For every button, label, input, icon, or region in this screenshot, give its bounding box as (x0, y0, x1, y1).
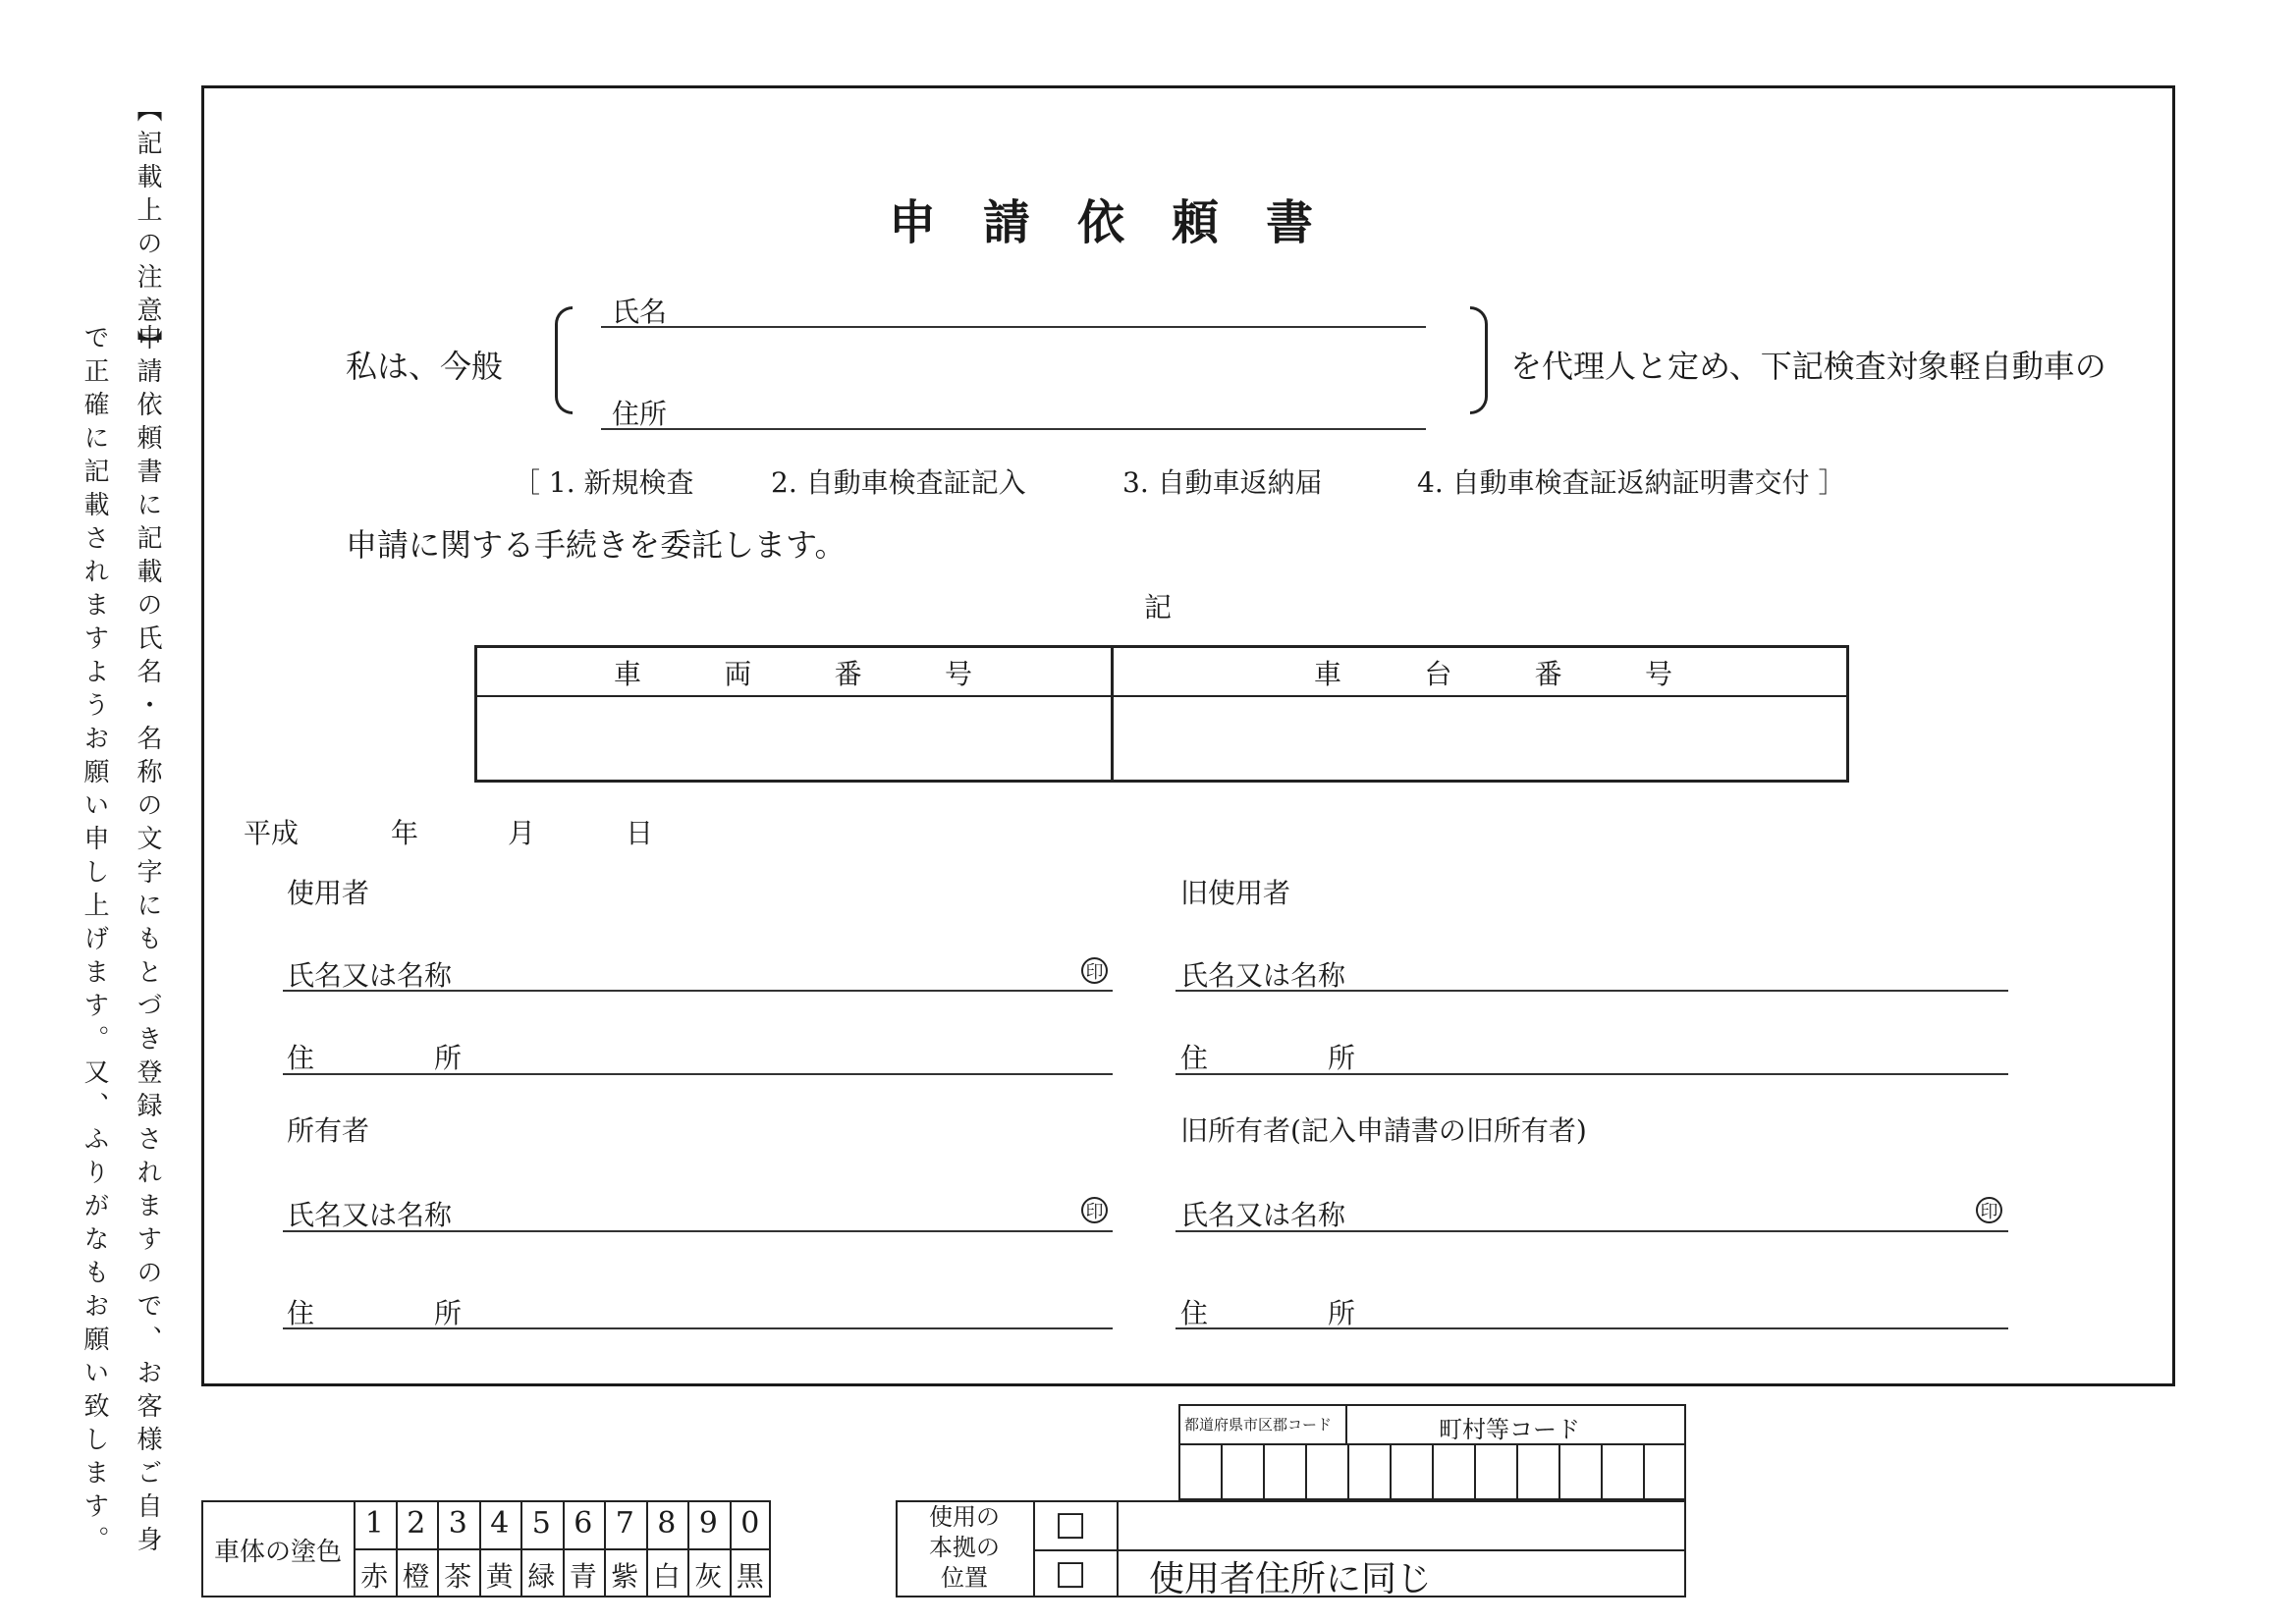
vehicle-table-header-line (474, 695, 1849, 697)
owner-name-label: 氏名又は名称 (287, 1199, 453, 1231)
color-number[interactable]: 3 (448, 1506, 467, 1541)
old-owner-address-label-2: 所 (1328, 1297, 1356, 1329)
old-user-name-label: 氏名又は名称 (1180, 959, 1346, 992)
old-owner-address-label-1: 住 (1180, 1297, 1209, 1329)
ch-char: 番 (1534, 658, 1562, 690)
color-name[interactable]: 茶 (444, 1560, 472, 1593)
notes-line1: 申請依頼書に記載の氏名・名称の文字にもとづき登録されますので、お客様ご自身 (133, 324, 162, 1559)
old-owner-name-label: 氏名又は名称 (1180, 1199, 1346, 1231)
chassis-number-header (1314, 653, 1672, 692)
ch-char: 号 (1644, 658, 1672, 690)
code-cell[interactable] (1307, 1445, 1346, 1498)
old-user-heading: 旧使用者 (1180, 877, 1291, 909)
ch-char: 台 (1424, 658, 1452, 690)
code-cell[interactable] (1223, 1445, 1262, 1498)
code-cell[interactable] (1392, 1445, 1431, 1498)
date-year: 年 (391, 817, 419, 849)
color-name[interactable]: 赤 (360, 1560, 389, 1593)
color-name[interactable]: 黒 (736, 1560, 764, 1593)
option-1: ［ 1. 新規検査 (513, 466, 694, 499)
color-number[interactable]: 8 (657, 1506, 677, 1541)
option-2: 2. 自動車検査証記入 (771, 466, 1026, 499)
code-cell[interactable] (1434, 1445, 1473, 1498)
notes-header: 【記載上の注意】 (133, 96, 162, 363)
color-number[interactable]: 2 (407, 1506, 426, 1541)
agent-address-field[interactable] (601, 428, 1426, 430)
location-label (896, 1502, 1033, 1594)
color-number[interactable]: 5 (531, 1506, 551, 1541)
code-header-divider (1345, 1404, 1347, 1443)
code-cell[interactable] (1349, 1445, 1389, 1498)
color-number[interactable]: 0 (740, 1506, 760, 1541)
user-name-field[interactable] (283, 990, 1113, 992)
color-number[interactable]: 9 (698, 1506, 718, 1541)
same-as-user-text: 使用者住所に同じ (1149, 1559, 1433, 1599)
old-user-address-label-2: 所 (1328, 1042, 1356, 1074)
document-title: 申 請 依 頼 書 (889, 195, 1314, 250)
agent-name-label: 氏名 (612, 296, 668, 328)
chassis-number-field[interactable] (1115, 698, 1847, 781)
vh-char: 号 (944, 658, 972, 690)
color-name[interactable]: 白 (652, 1560, 681, 1593)
user-heading: 使用者 (287, 877, 370, 909)
location-checkbox-2[interactable]: □ (1055, 1553, 1087, 1593)
code-cell[interactable] (1180, 1445, 1220, 1498)
color-name[interactable]: 灰 (694, 1560, 723, 1593)
color-name[interactable]: 黄 (485, 1560, 514, 1593)
old-owner-name-field[interactable] (1175, 1230, 2008, 1232)
date-era: 平成 (244, 817, 300, 849)
notes-line2: で正確に記載されますようお願い申し上げます。又、ふりがなもお願い致します。 (80, 324, 109, 1559)
code-cell[interactable] (1265, 1445, 1304, 1498)
owner-name-field[interactable] (283, 1230, 1113, 1232)
code-cell[interactable] (1603, 1445, 1642, 1498)
user-address-field[interactable] (283, 1073, 1113, 1075)
old-user-address-label-1: 住 (1180, 1042, 1209, 1074)
color-number[interactable]: 4 (490, 1506, 510, 1541)
vh-char: 両 (724, 658, 752, 690)
vh-char: 番 (834, 658, 862, 690)
code-cell[interactable] (1560, 1445, 1600, 1498)
user-address-label-1: 住 (287, 1042, 315, 1074)
owner-address-label-1: 住 (287, 1297, 315, 1329)
user-address-label-2: 所 (434, 1042, 463, 1074)
location-address-field[interactable] (1120, 1502, 1684, 1547)
intro-prefix: 私は、今般 (346, 348, 504, 385)
old-owner-address-field[interactable] (1175, 1327, 2008, 1329)
intro-suffix: を代理人と定め、下記検査対象軽自動車の (1510, 348, 2106, 385)
ki-marker: 記 (1144, 591, 1173, 623)
option-4: 4. 自動車検査証返納証明書交付 ］ (1417, 466, 1846, 499)
old-owner-heading: 旧所有者(記入申請書の旧所有者) (1180, 1114, 1587, 1147)
owner-seal-icon: 印 (1081, 1197, 1108, 1223)
code-cell[interactable] (1645, 1445, 1684, 1498)
option-3: 3. 自動車返納届 (1122, 466, 1323, 499)
code-town-label: 町村等コード (1439, 1416, 1580, 1443)
vehicle-number-header (614, 653, 972, 692)
color-label: 車体の塗色 (213, 1538, 342, 1567)
right-brace (1470, 306, 1488, 414)
owner-address-field[interactable] (283, 1327, 1113, 1329)
intro-closing: 申請に関する手続きを委託します。 (346, 526, 847, 564)
color-name[interactable]: 橙 (402, 1560, 430, 1593)
old-user-address-field[interactable] (1175, 1073, 2008, 1075)
vh-char: 車 (614, 658, 642, 690)
vehicle-number-field[interactable] (477, 698, 1109, 781)
location-checkbox-1[interactable]: □ (1055, 1504, 1087, 1543)
left-brace (555, 306, 573, 414)
old-user-name-field[interactable] (1175, 990, 2008, 992)
location-label-line: 位置 (941, 1564, 988, 1592)
user-seal-icon: 印 (1081, 957, 1108, 984)
code-cell[interactable] (1476, 1445, 1515, 1498)
color-number[interactable]: 7 (615, 1506, 634, 1541)
color-name[interactable]: 紫 (611, 1560, 639, 1593)
color-name[interactable]: 緑 (527, 1560, 556, 1593)
user-name-label: 氏名又は名称 (287, 959, 453, 992)
old-owner-seal-icon: 印 (1976, 1197, 2002, 1223)
color-number[interactable]: 6 (574, 1506, 593, 1541)
color-name[interactable]: 青 (569, 1560, 597, 1593)
owner-address-label-2: 所 (434, 1297, 463, 1329)
location-label-line: 使用の (929, 1503, 1000, 1531)
date-month: 月 (508, 817, 536, 849)
agent-address-label: 住所 (612, 398, 668, 430)
code-cell[interactable] (1518, 1445, 1558, 1498)
ch-char: 車 (1314, 658, 1342, 690)
location-label-line: 本拠の (929, 1534, 1000, 1561)
vehicle-table-divider (1111, 645, 1114, 783)
owner-heading: 所有者 (287, 1114, 370, 1147)
agent-name-field[interactable] (601, 326, 1426, 328)
date-day: 日 (626, 817, 654, 849)
color-number[interactable]: 1 (364, 1506, 384, 1541)
code-pref-label: 都道府県市区郡コード (1184, 1416, 1333, 1434)
